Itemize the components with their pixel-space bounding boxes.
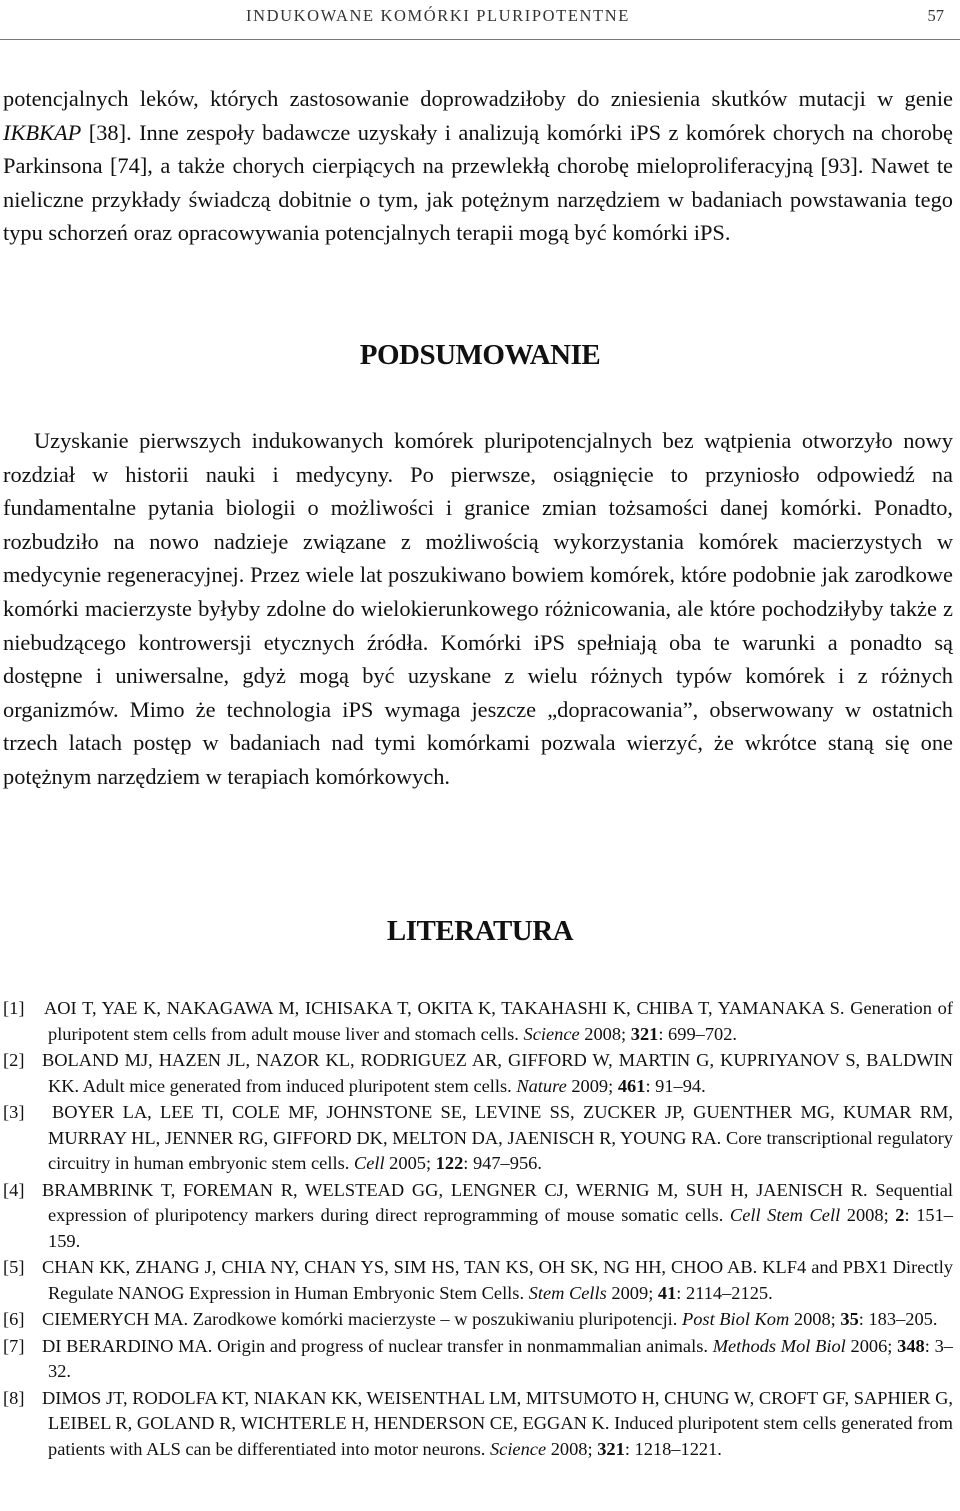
reference-pages: : 91–94.	[645, 1075, 706, 1096]
reference-text	[42, 1048, 953, 1099]
reference-text	[42, 1255, 954, 1306]
reference-title: Generation of pluripotent stem cells from adult mouse liver and stomach cells.	[48, 998, 954, 1044]
reference-pages: : 3–32.	[48, 1335, 953, 1381]
reference-pages: : 151–159.	[48, 1205, 953, 1251]
reference-volume: 321	[630, 1023, 659, 1044]
reference-number: [6]	[3, 1309, 25, 1329]
reference-text	[42, 1334, 953, 1385]
reference-number: [2]	[3, 1050, 25, 1070]
reference-pages: : 699–702.	[658, 1023, 738, 1044]
reference-journal: Cell Stem Cell	[729, 1205, 841, 1225]
reference-title: Core transcriptional regulatory circuitry in human embryonic stem cells.	[48, 1127, 953, 1173]
reference-item	[0, 1307, 960, 1333]
reference-title: KLF4 and PBX1 Directly Regulate NANOG Expression in Human Embryonic Stem Cells.	[48, 1257, 954, 1303]
reference-authors: BOLAND MJ, HAZEN JL, NAZOR KL, RODRIGUEZ AR, GIFFORD W, MARTIN G, KUPRIYANOV S, BALDWIN KK.	[42, 1050, 953, 1096]
reference-year: 2005;	[384, 1153, 436, 1173]
reference-authors: AOI T, YAE K, NAKAGAWA M, ICHISAKA T, OKITA K, TAKAHASHI K, CHIBA T, YAMANAKA S.	[44, 998, 845, 1018]
reference-year: 2008;	[579, 1023, 631, 1044]
reference-volume: 321	[597, 1438, 625, 1459]
reference-pages: : 1218–1221.	[624, 1438, 722, 1459]
reference-year: 2008;	[840, 1205, 896, 1225]
paragraph-text-after: [38]. Inne zespoły badawcze uzyskały i analizują komórki iPS z komórek chorych na chorobę Parkinsona [74], a także chorych cierpiących na przewlekłą chorobę mieloproliferacyjną [93]. Nawet te nieliczne przykłady świadczą dobitnie o tym, jak potężnym narzędziem w badaniach powstawania tego typu schorzeń oraz opracowywania potencjalnych terapii mogą być komórki iPS.	[3, 119, 953, 246]
reference-volume: 35	[840, 1309, 859, 1329]
reference-journal: Cell	[353, 1153, 385, 1173]
reference-authors: BRAMBRINK T, FOREMAN R, WELSTEAD GG, LENGNER CJ, WERNIG M, SUH H, JAENISCH R.	[42, 1179, 868, 1200]
reference-title: Zarodkowe komórki macierzyste – w poszukiwaniu pluripotencji.	[188, 1309, 682, 1329]
paragraph-text-before: potencjalnych leków, których zastosowanie doprowadziłoby do zniesienia skutków mutacji w genie	[3, 86, 953, 111]
running-title: INDUKOWANE KOMÓRKI PLURIPOTENTNE	[246, 6, 630, 25]
reference-journal: Science	[523, 1023, 580, 1044]
reference-year: 2009;	[606, 1282, 658, 1303]
reference-title: Adult mice generated from induced pluripotent stem cells.	[79, 1075, 517, 1096]
running-header	[0, 6, 960, 26]
continued-paragraph	[3, 82, 953, 250]
reference-pages: : 2114–2125.	[676, 1282, 773, 1303]
reference-item	[0, 1255, 960, 1306]
reference-volume: 41	[657, 1282, 677, 1303]
reference-year: 2008;	[546, 1438, 598, 1459]
reference-volume: 348	[897, 1335, 925, 1356]
reference-year: 2008;	[789, 1309, 841, 1329]
reference-number: [8]	[3, 1387, 25, 1408]
reference-pages: : 183–205.	[858, 1309, 938, 1329]
reference-journal: Stem Cells	[528, 1282, 607, 1303]
reference-volume: 461	[617, 1075, 646, 1096]
summary-paragraph	[3, 424, 953, 794]
reference-text	[42, 1386, 953, 1463]
reference-title: Origin and progress of nuclear transfer in nonmammalian animals.	[212, 1335, 713, 1356]
reference-title: Sequential expression of pluripotency markers during direct reprogramming of mouse somatic cells.	[48, 1179, 953, 1225]
literature-heading: LITERATURA	[386, 915, 574, 947]
reference-item	[0, 1386, 960, 1463]
reference-list	[0, 996, 960, 1463]
summary-heading: PODSUMOWANIE	[359, 339, 601, 371]
reference-journal: Post Biol Kom	[682, 1309, 790, 1329]
reference-item	[0, 996, 960, 1047]
reference-number: [1]	[3, 998, 25, 1018]
page-number: 57	[927, 6, 944, 25]
reference-item	[0, 1178, 960, 1255]
reference-text	[42, 1307, 953, 1333]
reference-number: [5]	[3, 1257, 25, 1277]
reference-volume: 122	[435, 1153, 464, 1173]
reference-year: 2006;	[845, 1335, 898, 1356]
reference-authors: CHAN KK, ZHANG J, CHIA NY, CHAN YS, SIM HS, TAN KS, OH SK, NG HH, CHOO AB.	[42, 1257, 758, 1277]
reference-pages: : 947–956.	[463, 1153, 542, 1173]
reference-journal: Science	[489, 1438, 547, 1459]
reference-authors: DI BERARDINO MA.	[42, 1335, 213, 1356]
reference-number: [3]	[3, 1102, 25, 1122]
header-rule	[0, 39, 960, 40]
reference-authors: CIEMERYCH MA.	[42, 1309, 189, 1329]
reference-item	[0, 1100, 960, 1177]
reference-title: Induced pluripotent stem cells generated from patients with ALS can be differentiated into motor neurons.	[48, 1413, 953, 1459]
gene-name: IKBKAP	[3, 119, 82, 145]
reference-number: [7]	[3, 1335, 25, 1356]
reference-authors: BOYER LA, LEE TI, COLE MF, JOHNSTONE SE, LEVINE SS, ZUCKER JP, GUENTHER MG, KUMAR RM, MURRAY HL, JENNER RG, GIFFORD DK, MELTON DA, JAENISCH R, YOUNG RA.	[48, 1102, 953, 1148]
summary-text: Uzyskanie pierwszych indukowanych komórek pluripotencjalnych bez wątpienia otworzyło nowy rozdział w historii nauki i medycyny. Po pierwsze, osiągnięcie to przyniosło odpowiedź na fundamentalne pytania biologii o możliwości i granice zmian tożsamości danej komórki. Ponadto, rozbudziło na nowo nadzieje związane z możliwością wykorzystania komórek macierzystych w medycynie regeneracyjnej. Przez wiele lat poszukiwano bowiem komórek, które podobnie jak zarodkowe komórki macierzyste byłyby zdolne do wielokierunkowego różnicowania, ale które pochodziłyby także z niebudzącego kontrowersji etycznych źródła. Komórki iPS spełniają oba te warunki a ponadto są dostępne i uniwersalne, gdyż mogą być uzyskane z wielu różnych typów komórek i z różnych organizmów. Mimo że technologia iPS wymaga jeszcze „dopracowania”, obserwowany w ostatnich trzech latach postęp w badaniach nad tymi komórkami pozwala wierzyć, że wkrótce staną się one potężnym narzędziem w terapiach komórkowych.	[3, 428, 953, 789]
reference-volume: 2	[895, 1205, 905, 1225]
reference-text	[48, 1100, 953, 1177]
reference-journal: Methods Mol Biol	[712, 1335, 846, 1356]
reference-item	[0, 1048, 960, 1099]
reference-year: 2009;	[566, 1075, 618, 1096]
reference-item	[0, 1334, 960, 1385]
reference-text	[44, 996, 954, 1047]
reference-text	[42, 1178, 953, 1255]
reference-authors: DIMOS JT, RODOLFA KT, NIAKAN KK, WEISENTHAL LM, MITSUMOTO H, CHUNG W, CROFT GF, SAPHIER G, LEIBEL R, GOLAND R, WICHTERLE H, HENDERSON CE, EGGAN K.	[42, 1387, 953, 1433]
reference-journal: Nature	[516, 1075, 567, 1096]
reference-number: [4]	[3, 1179, 25, 1200]
